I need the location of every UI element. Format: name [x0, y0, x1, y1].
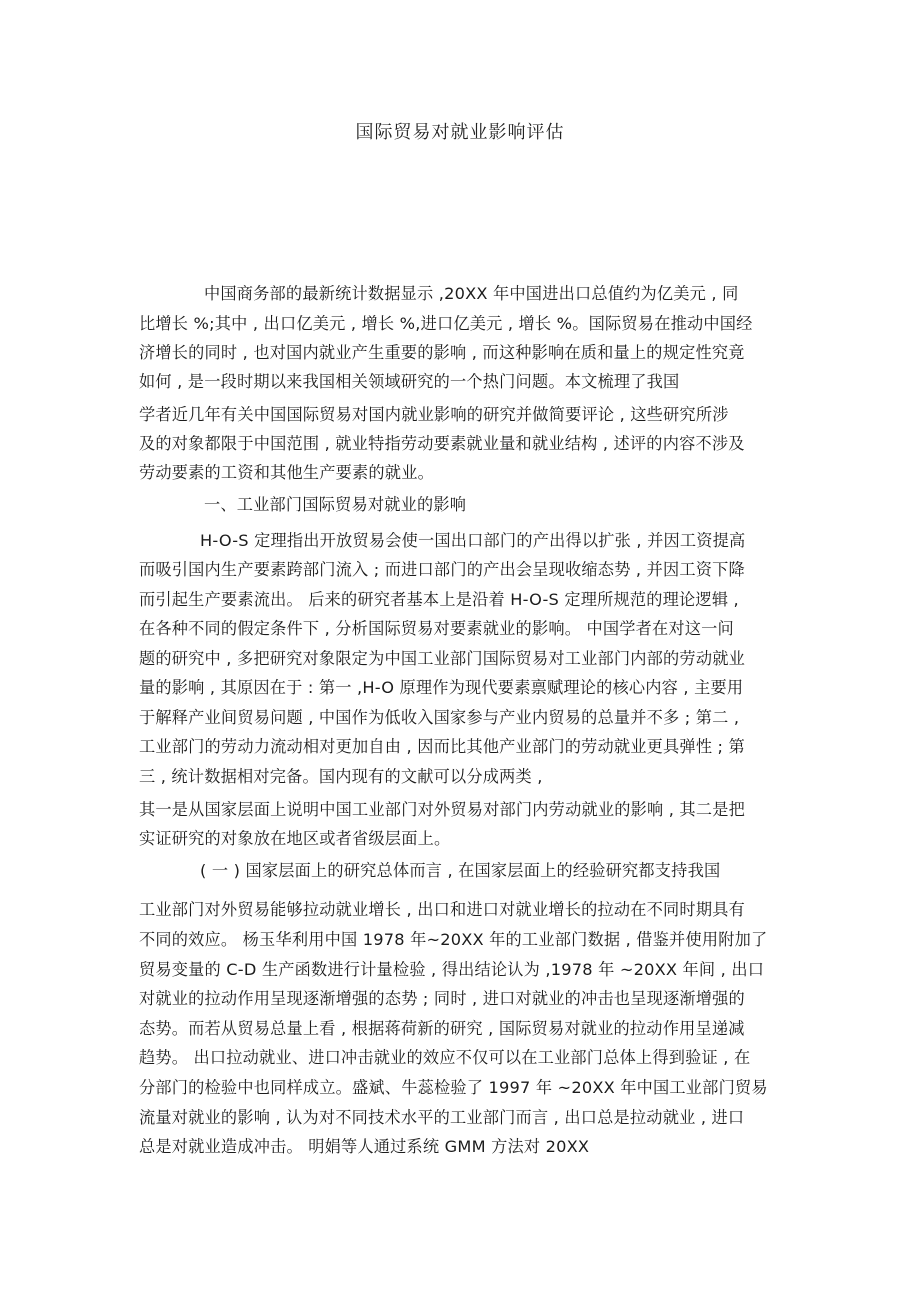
document-title: 国际贸易对就业影响评估 [355, 122, 565, 143]
body-line: 如何 , 是一段时期以来我国相关领域研究的一个热门问题。本文梳理了我国 [139, 372, 680, 391]
body-line: 其一是从国家层面上说明中国工业部门对外贸易对部门内劳动就业的影响 , 其二是把 [139, 800, 745, 819]
section-heading: 一、工业部门国际贸易对就业的影响 [204, 495, 467, 514]
body-line: 比增长 %;其中 , 出口亿美元 , 增长 %,进口亿美元 , 增长 %。国际贸易在推动中国经 [139, 314, 753, 333]
body-line: 工业部门的劳动力流动相对更加自由 , 因而比其他产业部门的劳动就业更具弹性 ; 第 [139, 737, 745, 756]
body-line: 济增长的同时 , 也对国内就业产生重要的影响 , 而这种影响在质和量上的规定性究竟 [139, 343, 745, 362]
body-line: 态势。而若从贸易总量上看 , 根据蒋荷新的研究 , 国际贸易对就业的拉动作用呈递减 [139, 1019, 745, 1038]
body-line: 及的对象都限于中国范围 , 就业特指劳动要素就业量和就业结构 , 述评的内容不涉及 [139, 434, 745, 453]
body-line: 分部门的检验中也同样成立。盛斌、牛蕊检验了 1997 年 ~20XX 年中国工业部门贸易 [139, 1078, 768, 1097]
body-line: 实证研究的对象放在地区或者省级层面上。 [139, 829, 451, 848]
body-line: 在各种不同的假定条件下 , 分析国际贸易对要素就业的影响。 中国学者在对这一问 [139, 619, 734, 638]
body-line: 工业部门对外贸易能够拉动就业增长 , 出口和进口对就业增长的拉动在不同时期具有 [139, 900, 745, 919]
body-line: 贸易变量的 C-D 生产函数进行计量检验 , 得出结论认为 ,1978 年 ~20XX 年间 , 出口 [139, 960, 765, 979]
body-line: 学者近几年有关中国国际贸易对国内就业影响的研究并做简要评论 , 这些研究所涉 [139, 405, 729, 424]
body-line: 题的研究中 , 多把研究对象限定为中国工业部门国际贸易对工业部门内部的劳动就业 [139, 649, 745, 668]
body-line: 趋势。 出口拉动就业、进口冲击就业的效应不仅可以在工业部门总体上得到验证 , 在 [139, 1048, 751, 1067]
body-line: 三 , 统计数据相对完备。国内现有的文献可以分成两类 , [139, 767, 543, 786]
subsection-heading: ( 一 ) 国家层面上的研究总体而言 , 在国家层面上的经验研究都支持我国 [200, 861, 721, 880]
body-line: 于解释产业间贸易问题 , 中国作为低收入国家参与产业内贸易的总量并不多 ; 第二 , [139, 708, 740, 727]
body-line: H-O-S 定理指出开放贸易会使一国出口部门的产出得以扩张 , 并因工资提高 [200, 531, 746, 550]
body-line: 对就业的拉动作用呈现逐渐增强的态势 ; 同时 , 进口对就业的冲击也呈现逐渐增强的 [139, 989, 745, 1008]
body-line: 量的影响 , 其原因在于 : 第一 ,H-O 原理作为现代要素禀赋理论的核心内容 , 主要用 [139, 678, 744, 697]
body-line: 而吸引国内生产要素跨部门流入 ; 而进口部门的产出会呈现收缩态势 , 并因工资下降 [139, 560, 745, 579]
body-line: 而引起生产要素流出。 后来的研究者基本上是沿着 H-O-S 定理所规范的理论逻辑 , [139, 590, 739, 609]
body-line: 中国商务部的最新统计数据显示 ,20XX 年中国进出口总值约为亿美元 , 同 [204, 284, 739, 303]
body-line: 不同的效应。 杨玉华利用中国 1978 年~20XX 年的工业部门数据 , 借鉴并使用附加了 [139, 930, 768, 949]
body-line: 劳动要素的工资和其他生产要素的就业。 [139, 463, 434, 482]
body-line: 总是对就业造成冲击。 明娟等人通过系统 GMM 方法对 20XX [139, 1137, 590, 1156]
body-line: 流量对就业的影响 , 认为对不同技术水平的工业部门而言 , 出口总是拉动就业 , 进口 [139, 1108, 745, 1127]
